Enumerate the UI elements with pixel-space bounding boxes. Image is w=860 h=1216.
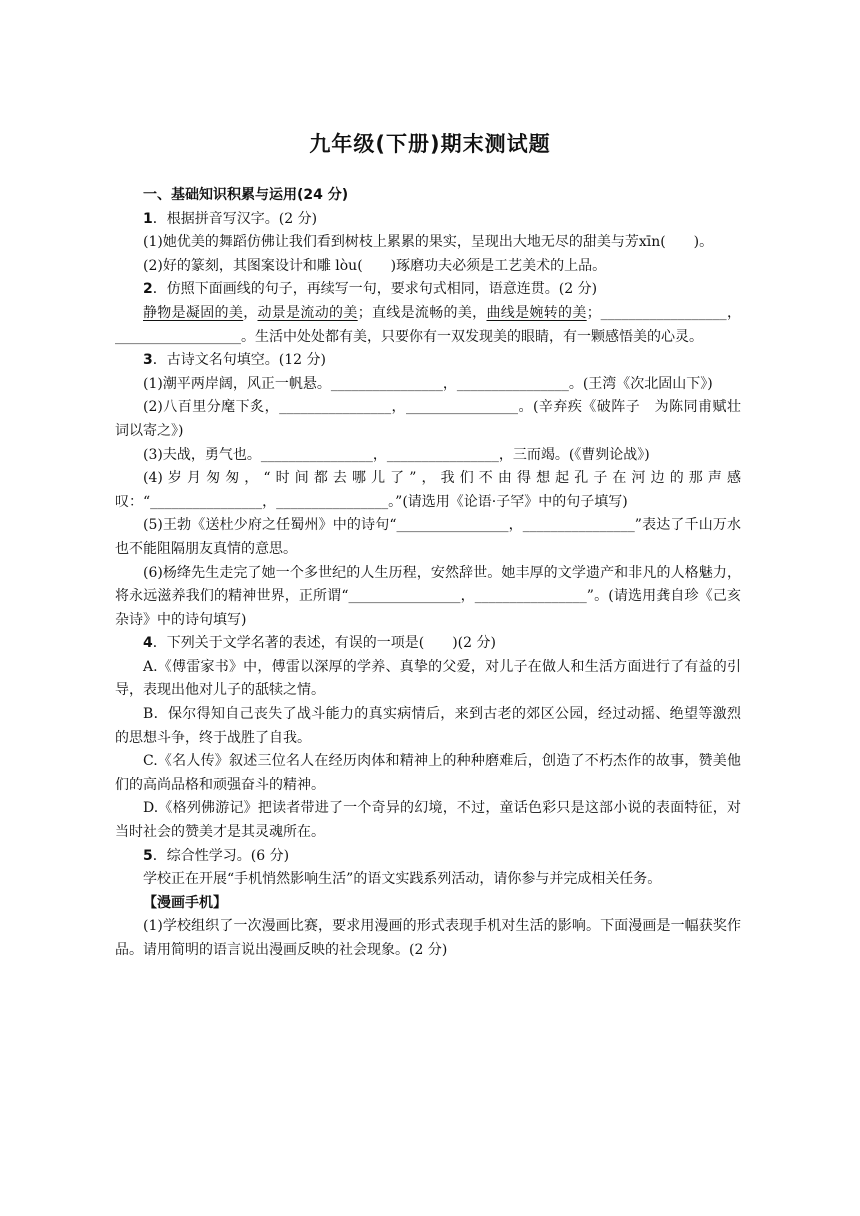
underlined-sentence-3: 曲线是婉转的美 — [486, 304, 587, 321]
underlined-sentence-1: 静物是凝固的美 — [143, 304, 244, 321]
question-text: ．仿照下面画线的句子，再续写一句，要求句式相同，语意连贯。(2 分) — [152, 281, 598, 298]
question-number: 5 — [143, 847, 153, 864]
question-text: ．下列关于文学名著的表述，有误的一项是( )(2 分) — [152, 635, 496, 652]
option-b: B．保尔得知自己丧失了战斗能力的真实病情后，来到古老的郊区公园，经过动摇、绝望等激烈的思想斗争，终于战胜了自我。 — [115, 706, 741, 746]
subsection-heading: 【漫画手机】 — [143, 894, 227, 911]
question-3-item-2: (2)八百里分麾下炙，________________，________________。(辛弃疾《破阵子 为陈同甫赋壮词以寄之》) — [115, 399, 741, 439]
option-c: C.《名人传》叙述三位名人在经历肉体和精神上的种种磨难后，创造了不朽杰作的故事，赞美他们的高尚品格和顽强奋斗的精神。 — [115, 753, 741, 793]
question-4-stem — [115, 632, 741, 656]
question-number: 2 — [143, 281, 153, 298]
question-3-stem — [115, 349, 741, 373]
question-1-item-2: (2)好的篆刻，其图案设计和雕 lòu( )琢磨功夫必须是工艺美术的上品。 — [143, 257, 607, 274]
page-title: 九年级(下册)期末测试题 — [309, 132, 551, 156]
question-2-stem — [115, 278, 741, 302]
question-text: ．综合性学习。(6 分) — [152, 847, 290, 864]
sentence-text: ；直线是流畅的美， — [357, 304, 487, 321]
question-3-item-6: (6)杨绛先生走完了她一个多世纪的人生历程，安然辞世。她丰厚的文学遗产和非凡的人格魅力，将永远滋养我们的精神世界，正所谓“________________，________________”。(请选用龚自珍《己亥杂诗》中的诗句填写) — [115, 564, 741, 628]
question-5-item-1: (1)学校组织了一次漫画比赛，要求用漫画的形式表现手机对生活的影响。下面漫画是一幅获奖作品。请用简明的语言说出漫画反映的社会现象。(2 分) — [115, 918, 741, 958]
question-5-stem — [115, 845, 741, 869]
sentence-text: ， — [243, 304, 258, 321]
question-1-item-1: (1)她优美的舞蹈仿佛让我们看到树枝上累累的果实，呈现出大地无尽的甜美与芳xīn( )。 — [143, 234, 714, 251]
question-3-item-5: (5)王勃《送杜少府之任蜀州》中的诗句“________________，________________”表达了千山万水也不能阻隔朋友真情的意思。 — [115, 517, 741, 557]
question-5-intro: 学校正在开展“手机悄然影响生活”的语文实践系列活动，请你参与并完成相关任务。 — [143, 871, 662, 888]
question-number: 1 — [143, 210, 153, 227]
question-text: ．根据拼音写汉字。(2 分) — [152, 210, 318, 227]
section-heading: 一、基础知识积累与运用(24 分) — [143, 187, 349, 203]
question-2-body — [115, 302, 741, 349]
exam-content — [115, 184, 741, 963]
option-a: A.《傅雷家书》中，傅雷以深厚的学养、真挚的父爱，对儿子在做人和生活方面进行了有益的引导，表现出他对儿子的舐犊之情。 — [115, 658, 741, 699]
question-3-item-1: (1)潮平两岸阔，风正一帆悬。________________，________________。(王湾《次北固山下》) — [143, 375, 713, 392]
underlined-sentence-2: 动景是流动的美 — [257, 304, 358, 321]
question-3-item-4: (4)岁月匆匆，“时间都去哪儿了”，我们不由得想起孔子在河边的那声感叹：“________________，________________。”(请选用《论语·子罕》中的句子填写) — [115, 470, 741, 510]
question-3-item-3: (3)夫战，勇气也。________________，________________，三而竭。(《曹刿论战》) — [143, 446, 650, 463]
sentence-text: ；__________________，__________________。生活中处处都有美，只要你有一双发现美的眼睛，有一颗感悟美的心灵。 — [115, 304, 741, 345]
option-d: D.《格列佛游记》把读者带进了一个奇异的幻境，不过，童话色彩只是这部小说的表面特征，对当时社会的赞美才是其灵魂所在。 — [115, 800, 741, 841]
question-number: 3 — [143, 352, 153, 369]
question-1-stem — [115, 208, 741, 232]
question-text: ．古诗文名句填空。(12 分) — [152, 352, 326, 369]
question-number: 4 — [143, 635, 153, 652]
